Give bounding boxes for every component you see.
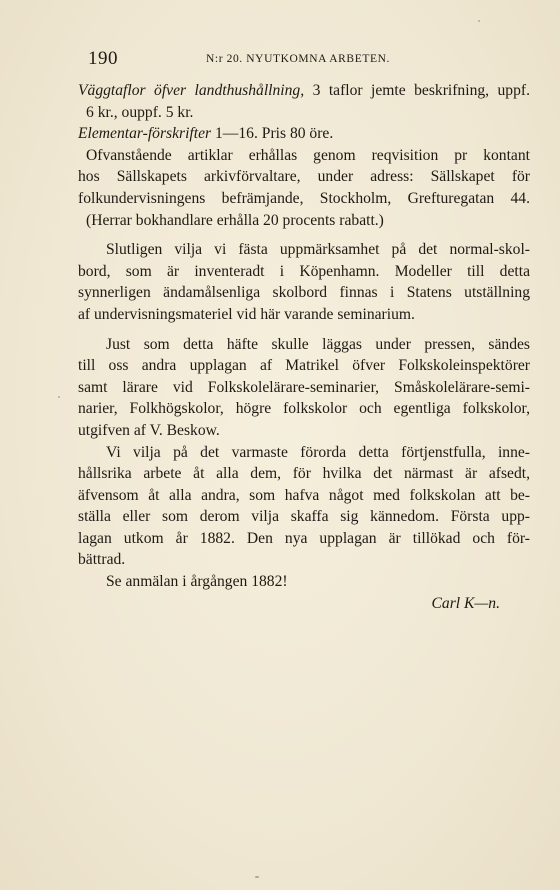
closing-line: Se anmälan i årgången 1882!: [106, 573, 288, 591]
text-line: bord, som är inventeradt i Köpenhamn. Modeller till detta: [78, 262, 530, 280]
text-line: utgifven af V. Beskow.: [78, 421, 220, 439]
entry-text: 1—16. Pris 80 öre.: [211, 125, 334, 143]
text-line: lagan utkom år 1882. Den nya upplagan är tillökad och för-: [78, 529, 530, 547]
entry-title: Elementar-förskrifter: [78, 125, 212, 143]
text-line: folkundervisningens befrämjande, Stockholm, Grefturegatan 44.: [78, 189, 530, 207]
text-line: bättrad.: [78, 551, 126, 569]
entry-title: Väggtaflor öfver landthushållning,: [78, 82, 305, 99]
text-line: Vi vilja på det varmaste förorda detta förtjenstfulla, inne-: [106, 443, 530, 461]
text-line: synnerligen ändamålsenliga skolbord finnas i Statens utställning: [78, 284, 530, 302]
paragraph-recommendation: [78, 442, 530, 572]
text-line: (Herrar bokhandlare erhålla 20 procents rabatt.): [86, 211, 384, 229]
page-number: 190: [88, 48, 118, 69]
entry-text: 3 taflor jemte beskrifning, uppf.: [304, 82, 530, 99]
paragraph-matrikel: [78, 334, 530, 442]
paper-speck: [58, 396, 60, 398]
running-head: N:r 20. NYUTKOMNA ARBETEN.: [206, 53, 390, 65]
text-line: äfvensom åt alla andra, som hafva något med folkskolan att be-: [78, 486, 530, 504]
paper-speck: [255, 876, 259, 878]
text-line: af undervisningsmateriel vid här varande seminarium.: [78, 305, 415, 323]
text-line: Just som detta häfte skulle läggas under pressen, sändes: [106, 335, 530, 353]
paragraph-skolbord: [78, 239, 530, 325]
page-header: [88, 48, 488, 70]
entry-elementar: [78, 123, 530, 145]
text-line: hos Sällskapets arkivförvaltare, under adress: Sällskapet för: [78, 168, 530, 186]
paper-speck: [478, 20, 480, 22]
text-line: Slutligen vilja vi fästa uppmärksamhet på det normal-skol-: [106, 241, 530, 259]
text-line: narier, Folkhögskolor, högre folkskolor och egentliga folkskolor,: [78, 400, 530, 418]
entry-price: 6 kr., ouppf. 5 kr.: [86, 103, 194, 121]
text-line: Ofvanstående artiklar erhållas genom reqvisition pr kontant: [86, 146, 530, 164]
text-line: ställa eller som derom vilja skaffa sig kännedom. Första upp-: [78, 508, 530, 526]
text-line: samt lärare vid Folkskolelärare-seminarier, Småskolelärare-semi-: [78, 378, 530, 396]
body-text: [78, 80, 530, 614]
entry-vaggtaflor: [78, 80, 530, 102]
paragraph-ordering: [78, 145, 530, 231]
signature: Carl K—n.: [431, 594, 500, 612]
text-line: till oss andra upplagan af Matrikel öfver Folkskoleinspektörer: [78, 357, 530, 375]
text-line: hållsrika arbete åt alla dem, för hvilka det närmast är afsedt,: [78, 465, 530, 483]
